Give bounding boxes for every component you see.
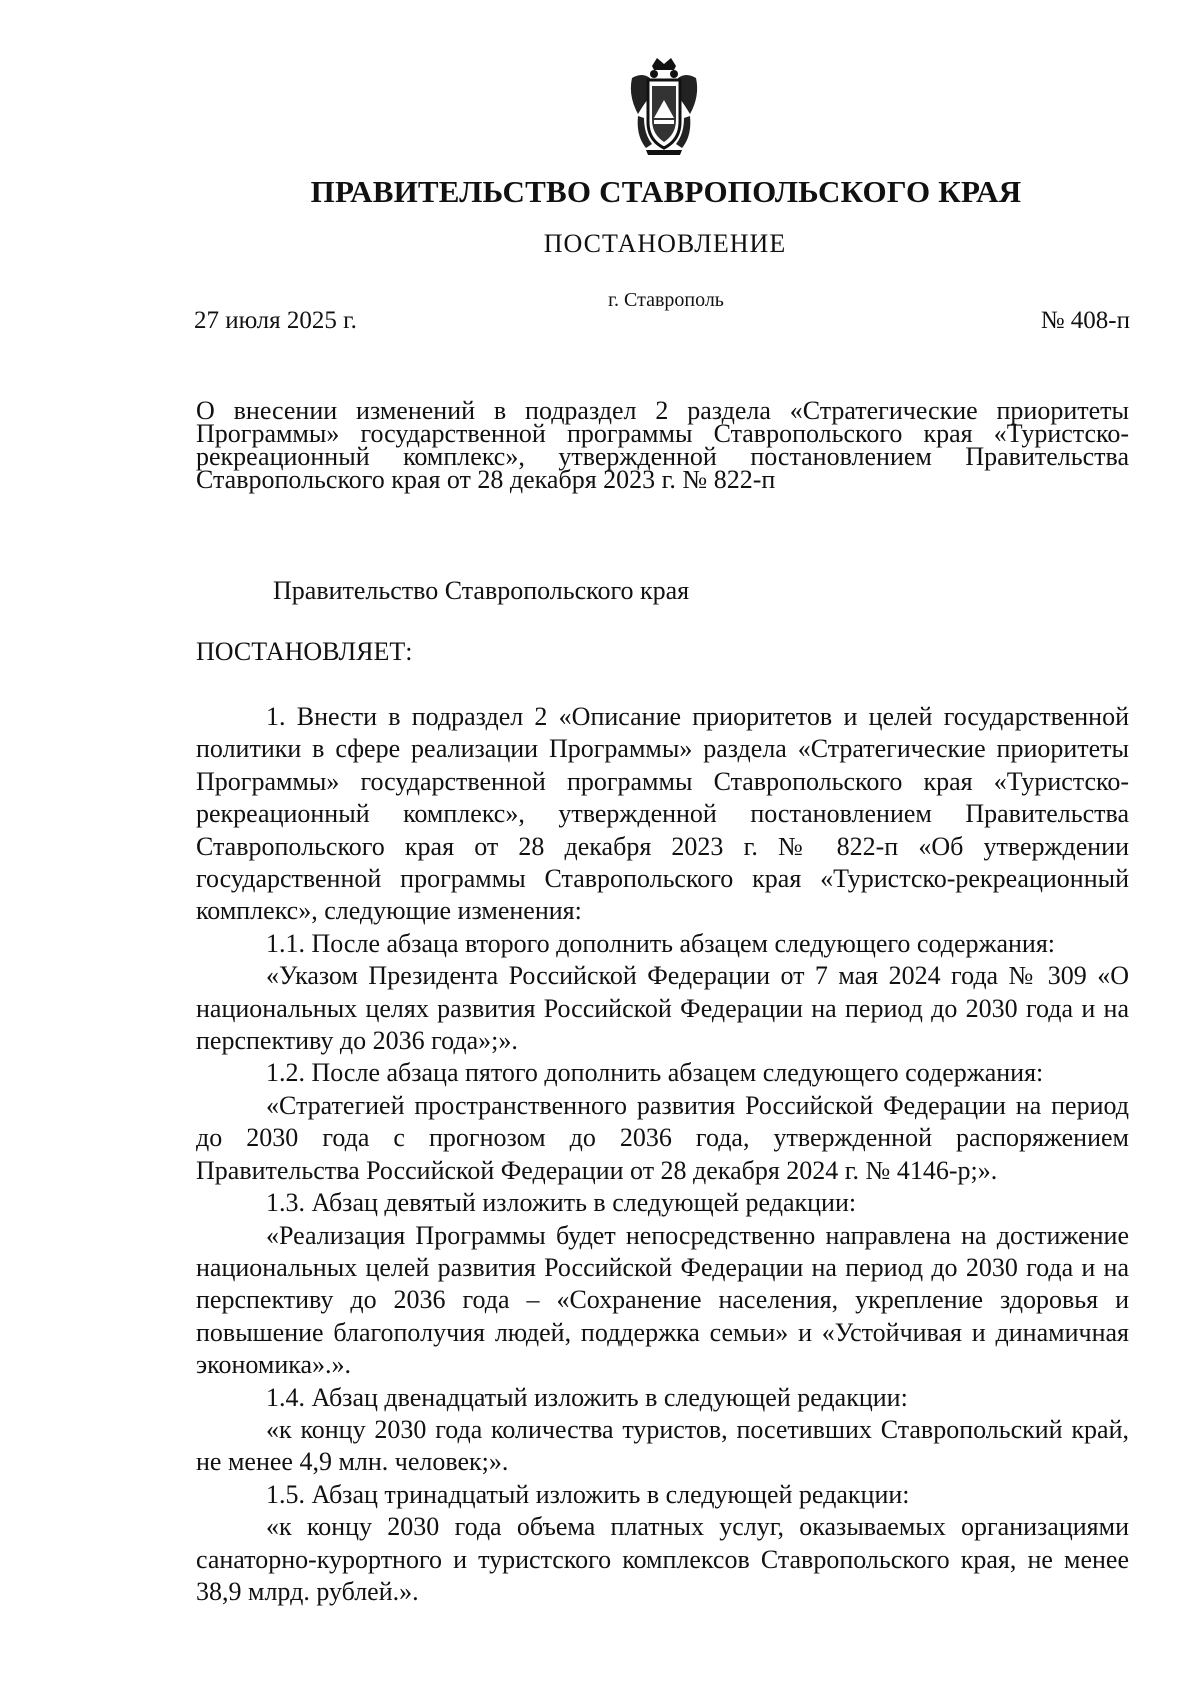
body-paragraph: 1.2. После абзаца пятого дополнить абзацем следующего содержания: — [266, 1058, 1044, 1088]
preamble-decrees: ПОСТАНОВЛЯЕТ: — [196, 637, 413, 666]
coat-of-arms-icon — [624, 56, 704, 156]
body-paragraph: 1.3. Абзац девятый изложить в следующей редакции: — [266, 1188, 857, 1218]
body-paragraph: «Реализация Программы будет непосредственно направлена на достижение национальных целей развития Российской Федерации на период до 2030 года и на перспективу до 2036 года – «Сохранение населения, укрепление здоровья и повышение благополучия людей, поддержка семьи» и «Устойчивая и динамичная экономика».». — [196, 1220, 1129, 1380]
body-paragraph: 1.4. Абзац двенадцатый изложить в следующей редакции: — [266, 1382, 908, 1412]
body-paragraph: 1. Внести в подраздел 2 «Описание приоритетов и целей государственной политики в сфере реализации Программы» раздела «Стратегические приоритеты Программы» государственной программы Ставропольского края «Туристско-рекреационный комплекс», утвержденной постановлением Правительства Ставропольского края от 28 декабря 2023 г. № 822-п «Об утверждении государственной программы Ставропольского края «Туристско-рекреационный комплекс», следующие изменения: — [196, 702, 1129, 926]
preamble-government: Правительство Ставропольского края — [273, 576, 690, 605]
body-paragraph: 1.1. После абзаца второго дополнить абзацем следующего содержания: — [266, 928, 1056, 958]
body-paragraph: «Стратегией пространственного развития Российской Федерации на период до 2030 года с прогнозом до 2036 года, утвержденной распоряжением Правительства Российской Федерации от 28 декабря 2024 г. № 4146-р;». — [196, 1090, 1129, 1185]
issue-city: г. Ставрополь — [608, 289, 724, 311]
document-type: ПОСТАНОВЛЕНИЕ — [543, 229, 787, 258]
body-paragraph: «Указом Президента Российской Федерации от 7 мая 2024 года № 309 «О национальных целях развития Российской Федерации на период до 2030 года и на перспективу до 2036 года»;». — [196, 961, 1129, 1056]
authority-title: ПРАВИТЕЛЬСТВО СТАВРОПОЛЬСКОГО КРАЯ — [310, 174, 1022, 209]
document-date: 27 июля 2025 г. — [194, 307, 357, 334]
body-paragraph: 1.5. Абзац тринадцатый изложить в следующей редакции: — [266, 1479, 910, 1509]
document-number: № 408-п — [1040, 307, 1130, 334]
body-paragraph: «к концу 2030 года объема платных услуг, оказываемых организациями санаторно-курортного и туристского комплексов Ставропольского края, не менее 38,9 млрд. рублей.». — [196, 1512, 1129, 1606]
document-subject: О внесении изменений в подраздел 2 раздела «Стратегические приоритеты Программы» государственной программы Ставропольского края «Туристско-рекреационный комплекс», утвержденной постановлением Правительства Ставропольского края от 28 декабря 2023 г. № 822-п — [196, 396, 1129, 494]
document-body — [196, 701, 1129, 1608]
body-paragraph: «к концу 2030 года количества туристов, посетивших Ставропольский край, не менее 4,9 млн. человек;». — [196, 1414, 1129, 1477]
